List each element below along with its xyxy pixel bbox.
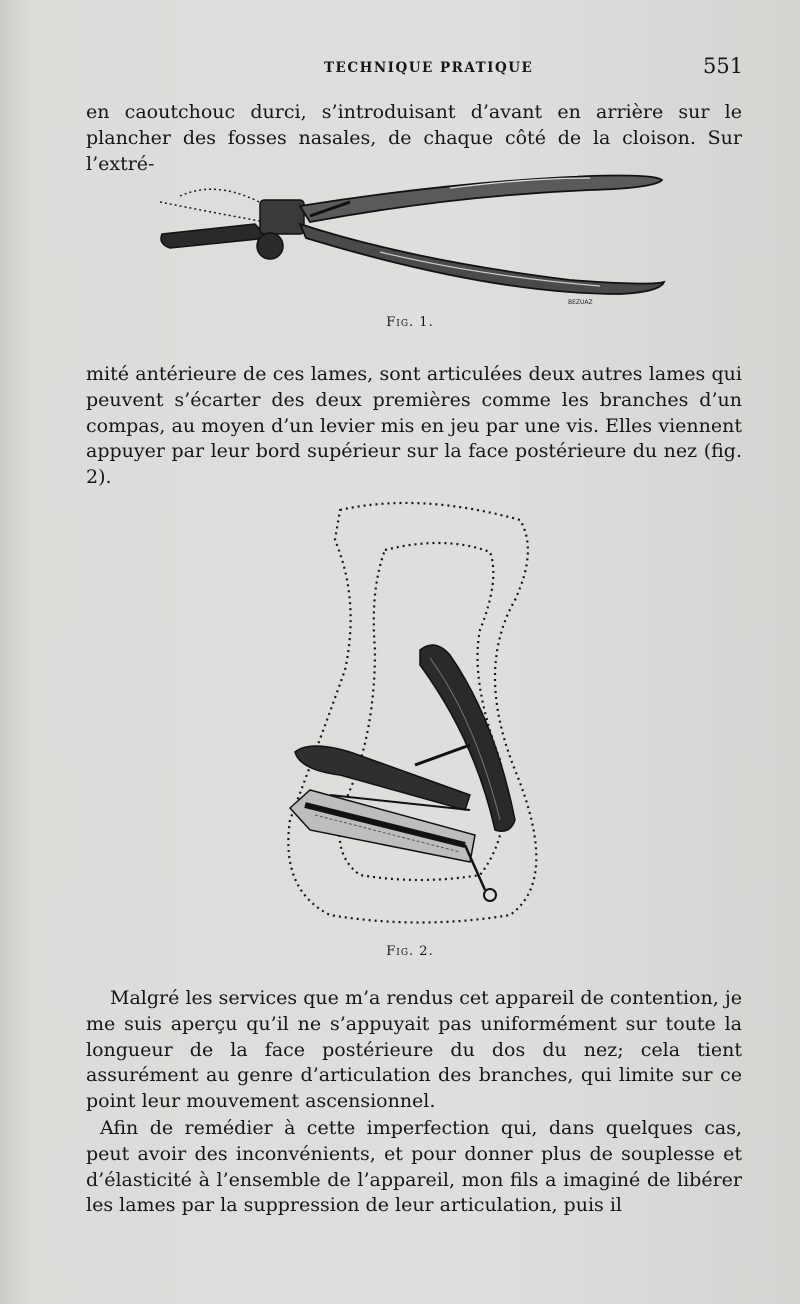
figure-2-caption (350, 944, 470, 959)
engraver-signature: BEZUAZ (568, 299, 593, 306)
paragraph-1: en caoutchouc durci, s’introduisant d’avant en arrière sur le plancher des fosses nasales, de chaque côté de la cloison. Sur l’extré- (86, 101, 742, 175)
engraved-mark-lepine: LÉPINE (550, 170, 578, 178)
page-number: 551 (703, 54, 744, 78)
figure-2-caption-text: Fig. 2. (386, 944, 434, 959)
figure-2-apparatus (270, 490, 570, 940)
figure-1-caption-text: Fig. 1. (386, 315, 434, 330)
page-header (0, 52, 800, 82)
figure-1-forceps (150, 160, 680, 315)
paragraph-3: Malgré les services que m’a rendus cet appareil de contention, je me suis aperçu qu’il ne s’appuyait pas uniformément sur toute la longueur de la face postérieure du dos du nez; cela tient assurément au genre d’articulation des branches, qui limite sur ce point leur mouvement ascensionnel. (86, 987, 742, 1113)
figure-1-caption (350, 315, 470, 330)
paragraph-4: Afin de remédier à cette imperfection qui, dans quelques cas, peut avoir des inconvénients, et pour donner plus de souplesse et d’élasticité à l’ensemble de l’appareil, mon fils a imaginé de libérer les lames par la suppression de leur articulation, puis il (86, 1117, 742, 1217)
running-head: TECHNIQUE PRATIQUE (324, 60, 534, 76)
paragraph-2: mité antérieure de ces lames, sont articulées deux autres lames qui peuvent s’écarter des deux premières comme les branches d’un compas, au moyen d’un levier mis en jeu par une vis. Elles viennent appuyer par leur bord supérieur sur la face postérieure du nez (fig. 2). (86, 363, 742, 489)
